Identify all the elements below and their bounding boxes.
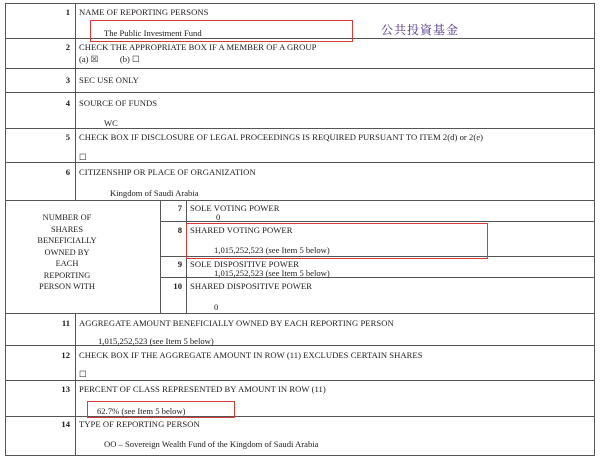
group-checkboxes: (a) ☒ (b) ☐ — [79, 54, 140, 64]
row-rule — [5, 3, 595, 4]
number-column-rule — [75, 3, 76, 200]
row-number: 5 — [65, 132, 70, 142]
row-rule — [5, 380, 595, 381]
row-label: TYPE OF REPORTING PERSON — [79, 419, 200, 429]
highlight-box — [90, 20, 353, 42]
aggregate-amount-value: 1,015,252,523 (see Item 5 below) — [98, 336, 214, 346]
excludes-shares-checkbox: ☐ — [79, 369, 87, 379]
row-rule — [5, 345, 595, 346]
row-rule — [5, 68, 595, 69]
row-rule — [5, 200, 595, 201]
row-rule — [5, 92, 595, 93]
table-border-left — [5, 3, 6, 455]
legal-proceedings-checkbox: ☐ — [79, 152, 87, 162]
row-label: CHECK THE APPROPRIATE BOX IF A MEMBER OF A GROUP — [79, 42, 317, 52]
row-label: SEC USE ONLY — [79, 75, 139, 85]
row-rule — [5, 162, 595, 163]
row-number: 1 — [65, 7, 70, 17]
row-number: 8 — [177, 225, 182, 235]
table-border-right — [594, 3, 595, 455]
row-number: 14 — [61, 419, 70, 429]
row-number: 7 — [177, 203, 182, 213]
row-number: 4 — [65, 98, 70, 108]
row-label: CHECK BOX IF DISCLOSURE OF LEGAL PROCEEDINGS IS REQUIRED PURSUANT TO ITEM 2(d) or 2(e) — [79, 132, 484, 142]
row-label: NAME OF REPORTING PERSONS — [79, 7, 209, 17]
row-label: SOLE VOTING POWER — [190, 203, 280, 213]
row-rule — [5, 455, 595, 456]
row-label: CITIZENSHIP OR PLACE OF ORGANIZATION — [79, 167, 256, 177]
row-number: 3 — [65, 75, 70, 85]
row-label: CHECK BOX IF THE AGGREGATE AMOUNT IN ROW (11) EXCLUDES CERTAIN SHARES — [79, 350, 423, 360]
highlight-box — [186, 223, 488, 259]
row-number: 6 — [65, 167, 70, 177]
row-label: SHARED VOTING POWER — [190, 225, 293, 235]
row-rule — [5, 313, 595, 314]
handwritten-annotation: 公共投資基金 — [381, 23, 460, 37]
reporting-person-type-value: OO – Sovereign Wealth Fund of the Kingdom of Saudi Arabia — [104, 439, 319, 449]
row-rule — [160, 221, 595, 222]
number-column-rule — [75, 313, 76, 455]
row-number: 9 — [177, 259, 182, 269]
highlight-box — [87, 401, 235, 418]
source-of-funds-value: WC — [104, 118, 118, 128]
row-label: SHARED DISPOSITIVE POWER — [190, 281, 312, 291]
row-number: 13 — [61, 384, 70, 394]
row-label: PERCENT OF CLASS REPRESENTED BY AMOUNT IN ROW (11) — [79, 384, 326, 394]
row-number: 12 — [61, 350, 70, 360]
sole-dispositive-power-value: 1,015,252,523 (see Item 5 below) — [214, 268, 330, 278]
shares-owned-side-label: NUMBER OF SHARES BENEFICIALLY OWNED BY EACH REPORTING PERSON WITH — [37, 213, 97, 291]
row-number: 2 — [65, 42, 70, 52]
row-label: SOURCE OF FUNDS — [79, 98, 158, 108]
row-number: 10 — [173, 281, 182, 291]
row-label: AGGREGATE AMOUNT BENEFICIALLY OWNED BY EACH REPORTING PERSON — [79, 318, 394, 328]
shared-voting-power-value: 1,015,252,523 (see Item 5 below) — [214, 245, 330, 255]
percent-of-class-value: 62.7% (see Item 5 below) — [97, 406, 186, 416]
row-label: SOLE DISPOSITIVE POWER — [190, 259, 299, 269]
shared-dispositive-power-value: 0 — [214, 302, 219, 312]
citizenship-value: Kingdom of Saudi Arabia — [110, 188, 199, 198]
row-number: 11 — [61, 318, 70, 328]
row-rule — [5, 128, 595, 129]
sole-voting-power-value: 0 — [216, 212, 221, 222]
reporting-person-name: The Public Investment Fund — [104, 28, 202, 38]
